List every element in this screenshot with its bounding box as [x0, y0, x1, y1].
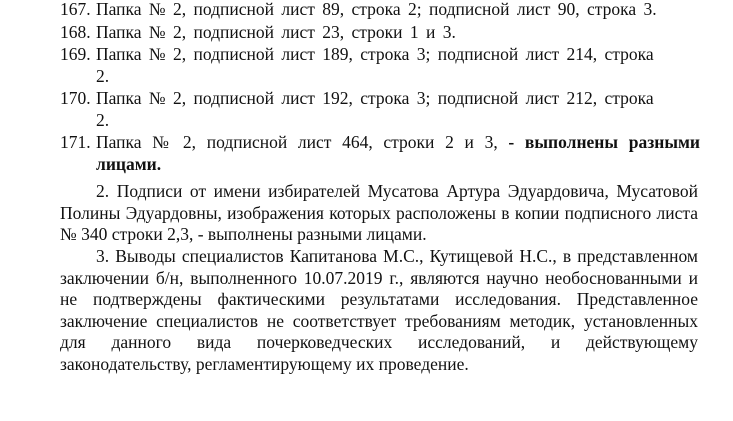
list-item-continuation: 2.	[96, 65, 110, 86]
list-item-text	[96, 22, 700, 44]
list-item-number: 169.	[60, 44, 91, 64]
list-item-number: 167.	[60, 0, 91, 19]
list-item-main-text: Папка № 2, подписной лист 189, строка 3; подписной лист 214, строка	[96, 44, 654, 64]
list-item-main-text: Папка № 2, подписной лист 89, строка 2; подписной лист 90, строка 3.	[96, 0, 657, 19]
list-item	[60, 132, 700, 175]
numbered-list	[60, 0, 700, 176]
list-item-main-text: Папка № 2, подписной лист 23, строки 1 и 3.	[96, 21, 456, 42]
paragraph-number: 3.	[96, 246, 110, 266]
list-item-text	[96, 88, 700, 131]
list-item-number: 170.	[60, 88, 91, 108]
paragraph-3	[60, 246, 698, 375]
list-item	[60, 0, 700, 21]
paragraph-2	[60, 181, 698, 246]
list-item-bold-conclusion: - выполнены разными лицами.	[96, 132, 700, 174]
paragraph-text: Выводы специалистов Капитанова М.С., Кутищевой Н.С., в представленном заключении б/н, выполненного 10.07.2019 г., являются научно необоснованными и не подтверждены фактическими результатами исследования. Представленное заключение специалистов не соответствует требованиям методик, установленных для данного вида почерковедческих исследований, и действующему законодательству, регламентирующему их проведение.	[60, 246, 699, 374]
list-item-main-text: Папка № 2, подписной лист 192, строка 3; подписной лист 212, строка	[96, 88, 654, 108]
list-item	[60, 44, 700, 87]
list-item-text	[96, 0, 700, 21]
list-item-text	[96, 132, 700, 175]
paragraph-text: Подписи от имени избирателей Мусатова Артура Эдуардовича, Мусатовой Полины Эдуардовны, изображения которых расположены в копии подписного листа № 340 строки 2,3, - выполнены разными лицами.	[60, 181, 698, 244]
list-item-number: 168.	[60, 21, 91, 42]
paragraph-number: 2.	[96, 181, 110, 201]
list-item-number: 171.	[60, 132, 91, 152]
list-item	[60, 88, 700, 131]
list-item	[60, 22, 700, 44]
list-item-main-text: Папка № 2, подписной лист 464, строки 2 и 3,	[96, 132, 509, 152]
list-item-continuation: 2.	[96, 109, 110, 130]
list-item-text	[96, 44, 700, 87]
